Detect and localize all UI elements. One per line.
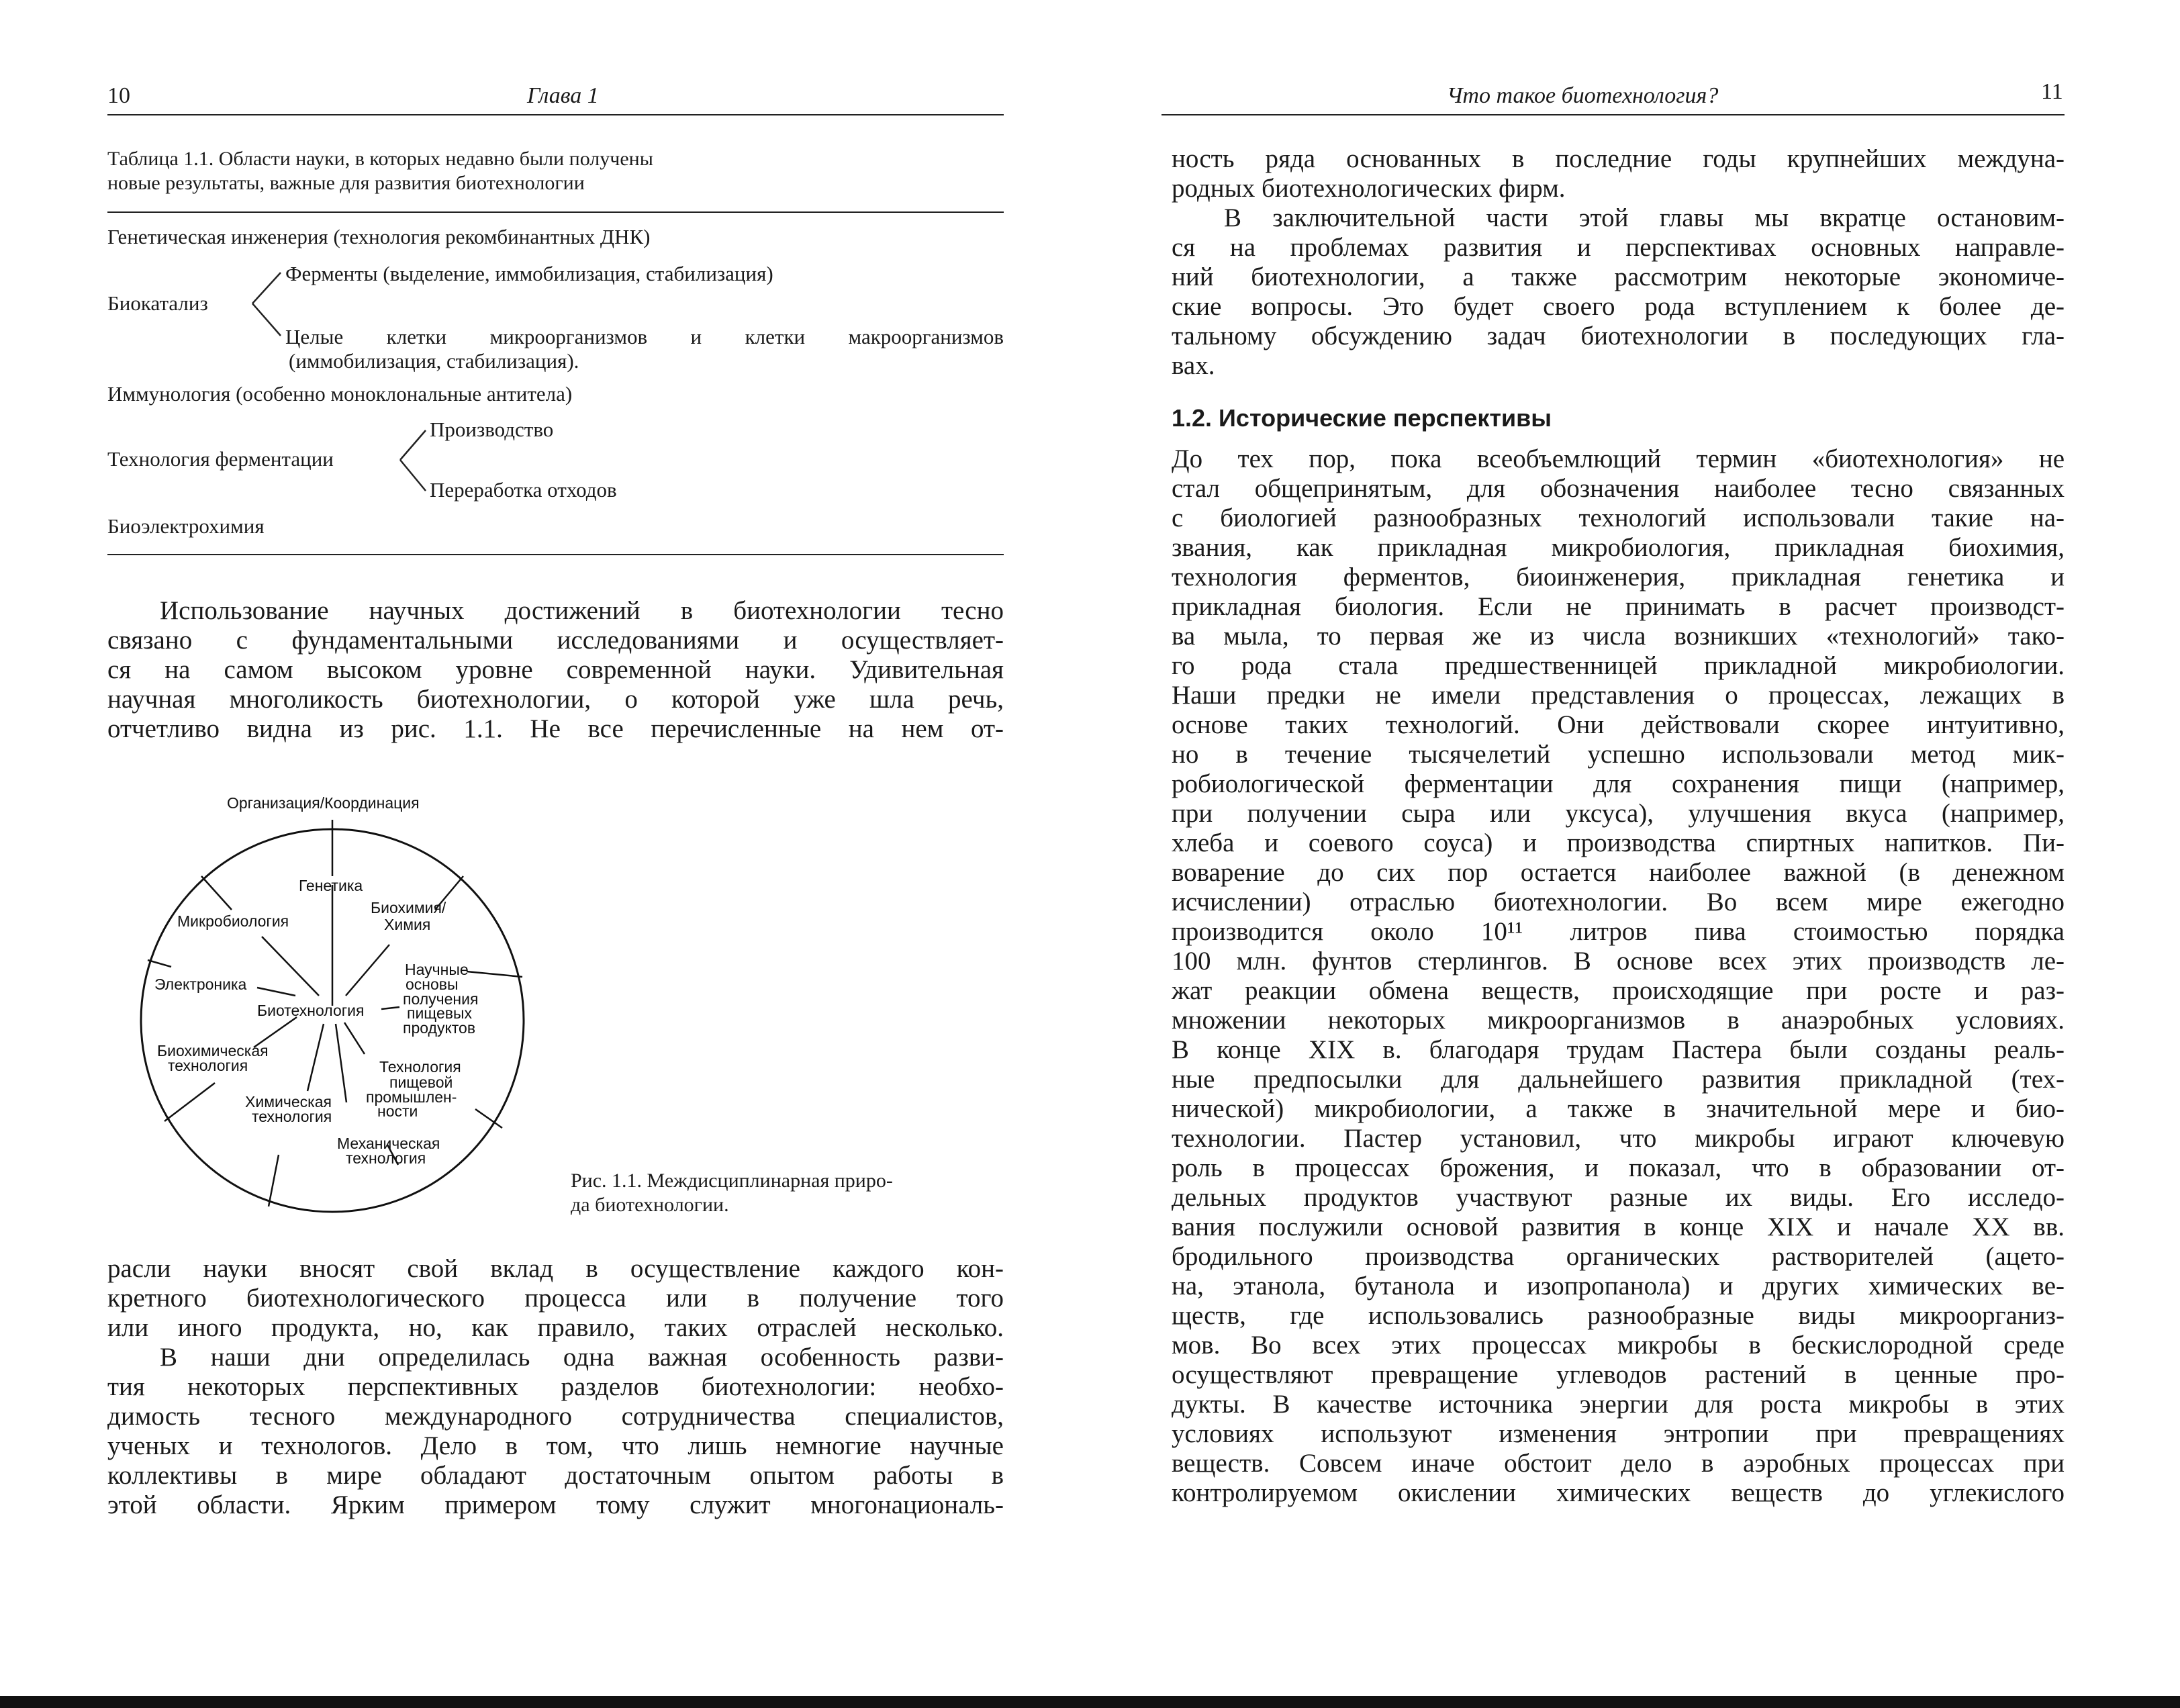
table-biocatalysis-enzymes: Ферменты (выделение, иммобилизация, стабилизация) — [285, 262, 773, 285]
right-paragraph-2 — [1172, 203, 2065, 381]
table-row-genetic-engineering: Генетическая инженерия (технология рекомбинантных ДНК) — [107, 225, 651, 248]
label-organization: Организация/Координация — [227, 794, 420, 812]
label-food-science-5: продуктов — [403, 1019, 476, 1037]
text-line: В наши дни определилась одна важная особенность разви- — [160, 1343, 1004, 1372]
text-line: В конце XIX в. благодаря трудам Пастера были созданы реаль- — [1172, 1035, 2065, 1064]
biocatalysis-brace — [248, 269, 289, 342]
connector-food-science — [381, 1007, 399, 1009]
text-line: основе таких технологий. Они действовали скорее интуитивно, — [1172, 710, 2065, 739]
table-top-rule — [107, 211, 1004, 213]
left-paragraph-1 — [107, 596, 1004, 744]
text-line: с биологией разнообразных технологий использовали такие на- — [1172, 504, 2065, 532]
text-line: роль в процессах брожения, и показал, что в образовании от- — [1172, 1153, 2065, 1182]
connector-mechanical-tech — [336, 1024, 346, 1102]
label-food-industry-2: пищевой — [389, 1074, 453, 1091]
label-food-industry-1: Технология — [379, 1058, 461, 1076]
text-line: стал общепринятым, для обозначения наиболее тесно связанных — [1172, 474, 2065, 503]
text-line: технологии. Пастер установил, что микробы играют ключевую — [1172, 1124, 2065, 1153]
label-food-industry-4: ности — [377, 1102, 418, 1120]
label-food-science-1: Научные — [405, 961, 469, 978]
figure-caption-line-1: Рис. 1.1. Междисциплинарная приро- — [571, 1170, 893, 1192]
label-microbiology: Микробиология — [177, 912, 289, 930]
connector-electronics — [257, 988, 295, 996]
text-line: ся на самом высоком уровне современной науки. Удивительная — [107, 655, 1004, 684]
left-header-rule — [107, 114, 1004, 115]
fermentation-brace — [396, 426, 433, 497]
text-line: ва мыла, то первая же из числа возникших «технологий» тако- — [1172, 622, 2065, 651]
label-food-science-4: пищевых — [407, 1004, 473, 1022]
spoke-lower-left — [164, 1083, 215, 1121]
label-genetics: Генетика — [299, 877, 363, 894]
label-mechanical-tech-1: Механическая — [337, 1135, 440, 1152]
text-line: множении некоторых микроорганизмов в анаэробных условиях. — [1172, 1006, 2065, 1035]
text-line: дельных продуктов участвуют разные их виды. Его исследо- — [1172, 1183, 2065, 1212]
text-line: нической) микробиологии, а также в значительной мере и био- — [1172, 1094, 2065, 1123]
text-line: В заключительной части этой главы мы вкратце остановим- — [1224, 203, 2065, 232]
text-line: 100 млн. фунтов стерлингов. В основе всех этих производств ле- — [1172, 947, 2065, 976]
text-line: кретного биотехнологического процесса или в получение того — [107, 1284, 1004, 1313]
text-line: тия некоторых перспективных разделов биотехнологии: необхо- — [107, 1372, 1004, 1401]
text-line: родных биотехнологических фирм. — [1172, 174, 1566, 203]
figure-caption-line-2: да биотехнологии. — [571, 1194, 729, 1216]
label-biochemistry-2: Химия — [384, 916, 431, 933]
spoke-right — [467, 971, 522, 977]
text-line: коллективы в мире обладают достаточным опытом работы в — [107, 1461, 1004, 1490]
left-page-number: 10 — [107, 83, 130, 108]
section-title: 1.2. Исторические перспективы — [1172, 404, 1552, 432]
text-line: мов. Во всех этих процессах микробы в бескислородной среде — [1172, 1331, 2065, 1360]
text-line: научная многоликость биотехнологии, о которой уже шла речь, — [107, 685, 1004, 714]
figure-1-1-diagram — [134, 782, 551, 1225]
table-biocatalysis-cells-line-2: (иммобилизация, стабилизация). — [289, 349, 579, 373]
connector-chemical-tech — [307, 1024, 324, 1091]
text-line: отчетливо видна из рис. 1.1. Не все перечисленные на нем от- — [107, 714, 1004, 743]
text-line: при получении сыра или уксуса), улучшения вкуса (например, — [1172, 799, 2065, 828]
text-line: производится около 10¹¹ литров пива стоимостью порядка — [1172, 917, 2065, 946]
left-paragraph-3 — [107, 1343, 1004, 1520]
text-line: связано с фундаментальными исследованиями и осуществляет- — [107, 626, 1004, 655]
label-biochemistry-1: Биохимия/ — [371, 899, 446, 916]
right-paragraph-3 — [1172, 444, 2065, 1508]
text-line: Использование научных достижений в биотехнологии тесно — [160, 596, 1004, 625]
text-line: этой области. Ярким примером тому служит многонациональ- — [107, 1490, 1004, 1519]
label-biotechnology-center: Биотехнология — [257, 1002, 365, 1019]
text-line: вах. — [1172, 351, 1215, 380]
text-line: дукты. В качестве источника энергии для роста микробы в этих — [1172, 1390, 2065, 1419]
text-line: исчислении) отраслью биотехнологии. Во всем мире ежегодно — [1172, 888, 2065, 916]
label-food-industry-3: промышлен- — [366, 1088, 457, 1106]
table-fermentation-production: Производство — [430, 418, 554, 441]
label-electronics: Электроника — [154, 976, 247, 993]
right-running-head: Что такое биотехнология? — [1447, 83, 1719, 108]
text-line: контролируемом окислении химических веществ до углекислого — [1172, 1478, 2065, 1507]
text-line: ществ, где использовались разнообразные виды микроорганиз- — [1172, 1301, 2065, 1330]
text-line: ученых и технологов. Дело в том, что лишь немногие научные — [107, 1431, 1004, 1460]
text-line: осуществляют превращение углеводов растений в ценные про- — [1172, 1360, 2065, 1389]
text-line: ся на проблемах развития и перспективах основных направле- — [1172, 233, 2065, 262]
text-line: звания, как прикладная микробиология, прикладная биохимия, — [1172, 533, 2065, 562]
text-line: димость тесного международного сотрудничества специалистов, — [107, 1402, 1004, 1431]
connector-biochemistry — [346, 945, 389, 996]
right-page-number: 11 — [2041, 79, 2063, 104]
label-chemical-tech-2: технология — [252, 1108, 332, 1125]
spoke-left — [148, 960, 171, 967]
text-line: но в течение тысячелетий успешно использовали метод мик- — [1172, 740, 2065, 769]
table-row-biocatalysis: Биокатализ — [107, 291, 208, 315]
left-paragraph-2 — [107, 1254, 1004, 1343]
left-running-head: Глава 1 — [527, 83, 599, 108]
table-bottom-rule — [107, 554, 1004, 555]
text-line: веществ. Совсем иначе обстоит дело в аэробных процессах при — [1172, 1449, 2065, 1478]
table-row-bioelectrochemistry: Биоэлектрохимия — [107, 514, 265, 538]
text-line: условиях используют изменения энтропии при превращениях — [1172, 1419, 2065, 1448]
text-line: тальному обсуждению задач биотехнологии в последующих гла- — [1172, 322, 2065, 350]
right-header-rule — [1162, 114, 2065, 115]
spoke-bottom-left — [269, 1155, 279, 1206]
text-line: го рода стала предшественницей прикладной микробиологии. — [1172, 651, 2065, 680]
label-chemical-tech-1: Химическая — [245, 1093, 332, 1110]
label-food-science-2: основы — [406, 976, 459, 993]
scan-bottom-edge — [0, 1696, 2180, 1708]
table-biocatalysis-cells-line-1: Целые клетки микроорганизмов и клетки макроорганизмов — [285, 325, 1004, 348]
text-line: Наши предки не имели представления о процессах, лежащих в — [1172, 681, 2065, 710]
text-line: ские вопросы. Это будет своего рода вступлением к более де- — [1172, 292, 2065, 321]
label-food-science-3: получения — [403, 990, 479, 1008]
text-line: или иного продукта, но, как правило, таких отраслей несколько. — [107, 1313, 1004, 1342]
text-line: хлеба и соевого соуса) и производства спиртных напитков. Пи- — [1172, 828, 2065, 857]
text-line: вания послужили основой развития в конце XIX и начале XX вв. — [1172, 1213, 2065, 1241]
connector-food-industry — [344, 1023, 365, 1054]
table-caption-line-1: Таблица 1.1. Области науки, в которых недавно были получены — [107, 148, 653, 170]
label-mechanical-tech-2: технология — [346, 1149, 426, 1167]
label-biochemical-tech-2: технология — [168, 1057, 248, 1074]
text-line: расли науки вносят свой вклад в осуществление каждого кон- — [107, 1254, 1004, 1283]
text-line: ний биотехнологии, а также рассмотрим некоторые экономиче- — [1172, 263, 2065, 291]
text-line: ные предпосылки для дальнейшего развития прикладной (тех- — [1172, 1065, 2065, 1094]
text-line: бродильного производства органических растворителей (ацето- — [1172, 1242, 2065, 1271]
connector-microbiology — [262, 937, 319, 996]
table-row-immunology: Иммунология (особенно моноклональные антитела) — [107, 382, 573, 406]
text-line: на, этанола, бутанола и изопропанола) и других химических ве- — [1172, 1272, 2065, 1300]
table-row-fermentation: Технология ферментации — [107, 447, 334, 471]
text-line: ность ряда основанных в последние годы крупнейших междуна- — [1172, 144, 2065, 173]
text-line: воварение до сих пор остается наиболее важной (в денежном — [1172, 858, 2065, 887]
text-line: До тех пор, пока всеобъемлющий термин «биотехнология» не — [1172, 444, 2065, 473]
spoke-upper-left — [201, 876, 232, 910]
text-line: прикладная биология. Если не принимать в расчет производст- — [1172, 592, 2065, 621]
spoke-lower-right — [475, 1109, 502, 1128]
text-line: робиологической ферментации для сохранения пищи (например, — [1172, 769, 2065, 798]
table-fermentation-waste: Переработка отходов — [430, 478, 617, 502]
label-biochemical-tech-1: Биохимическая — [157, 1042, 269, 1059]
right-paragraph-1 — [1172, 144, 2065, 203]
text-line: жат реакции обмена веществ, происходящие при росте и раз- — [1172, 976, 2065, 1005]
table-caption-line-2: новые результаты, важные для развития биотехнологии — [107, 172, 585, 194]
text-line: технология ферментов, биоинженерия, прикладная генетика и — [1172, 563, 2065, 591]
